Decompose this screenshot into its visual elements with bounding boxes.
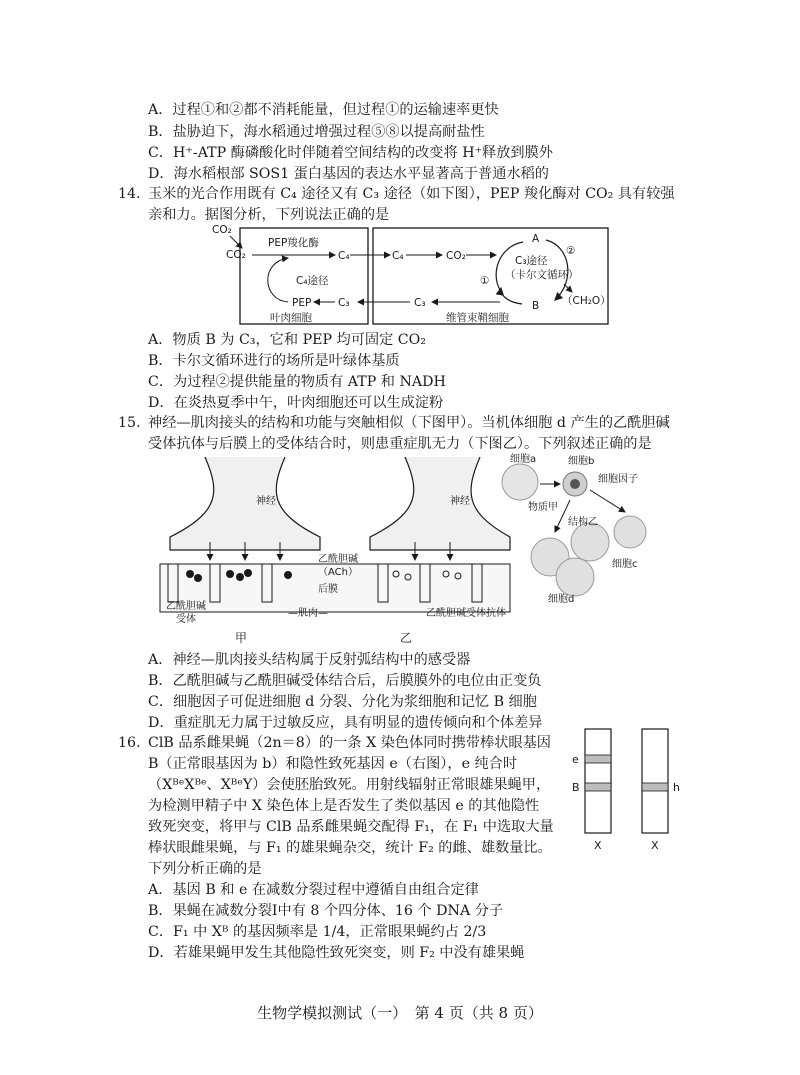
q14-stem-line2: 亲和力。据图分析，下列说法正确的是 [148,207,390,223]
q14-option-c: C．为过程②提供能量的物质有 ATP 和 NADH [148,374,446,390]
q15-option-d: D．重症肌无力属于过敏反应，具有明显的遗传倾向和个体差异 [148,715,543,731]
q16-stem-line6: 棒状眼雌果蝇，与 F₁ 的雄果蝇杂交，统计 F₂ 的雌、雄数量比。 [148,840,552,856]
q15-number: 15. [118,415,141,431]
q15-synapse-diagram [150,452,710,647]
substance-jia-label: 物质甲 [528,502,558,513]
co2-mid-label: CO₂ [446,250,466,262]
q16-stem-line5: 致死突变，将甲与 ClB 品系雌果蝇交配得 F₁，在 F₁ 中选取大量 [148,819,554,835]
c4-mid-label: C₄ [392,250,404,262]
gene-h-label: h [673,781,680,794]
q14-option-a: A．物质 B 为 C₃，它和 PEP 均可固定 CO₂ [148,332,426,348]
q15-stem-line1: 神经—肌肉接头的结构和功能与突触相似（下图甲）。当机体细胞 d 产生的乙酰胆碱 [148,415,670,431]
x-label-2: X [651,839,659,852]
antibody-label: 乙酰胆碱受体抗体 [426,608,506,619]
nerve-1-label: 神经 [256,496,276,507]
c4-left-label: C₄ [338,250,350,262]
yi-label: 乙 [400,631,413,645]
cell-d-label: 细胞d [548,594,575,605]
circle-1-label: ① [480,275,490,287]
ch2o-label: （CH₂O） [562,295,611,307]
q16-stem-line3: （XᴮᵉXᴮᵉ、XᴮᵉY）会使胚胎致死。用射线辐射正常眼雄果蝇甲， [148,777,551,793]
q13-option-a: A．过程①和②都不消耗能量，但过程①的运输速率更快 [148,102,499,118]
q16-number: 16. [118,735,141,751]
receptor-label-2: 受体 [176,614,196,625]
page-footer: 生物学模拟测试（一） 第 4 页（共 8 页） [257,1004,543,1022]
mesophyll-label: 叶肉细胞 [270,312,312,324]
bundle-sheath-label: 维管束鞘细胞 [446,312,509,324]
c3-mid-label: C₃ [414,297,426,309]
co2-in-label: CO₂ [212,224,232,236]
q16-stem-line2: B（正常眼基因为 b）和隐性致死基因 e（右图），e 纯合时 [148,756,518,772]
q15-stem-line2: 受体抗体与后膜上的受体结合时，则患重症肌无力（下图乙）。下列叙述正确的是 [148,436,652,452]
q16-stem-line1: ClB 品系雌果蝇（2n＝8）的一条 X 染色体同时携带棒状眼基因 [148,735,551,751]
q13-option-b: B．盐胁迫下，海水稻通过增强过程⑤⑧以提高耐盐性 [148,124,485,140]
nerve-2-label: 神经 [450,496,470,507]
q14-c4-diagram [210,222,620,330]
q16-chromosome-figure [570,725,690,855]
q16-option-d: D．若雄果蝇甲发生其他隐性致死突变，则 F₂ 中没有雄果蝇 [148,945,525,961]
q14-option-d: D．在炎热夏季中午，叶肉细胞还可以生成淀粉 [148,395,444,411]
ach-abbr-label: （ACh） [318,567,358,578]
q13-option-c: C．H⁺-ATP 酶磷酸化时伴随着空间结构的改变将 H⁺释放到膜外 [148,145,553,161]
q14-number: 14. [118,186,141,202]
cell-c-label: 细胞c [612,559,638,570]
q14-stem-line1: 玉米的光合作用既有 C₄ 途径又有 C₃ 途径（如下图），PEP 羧化酶对 CO₂ 具有较强 [148,186,675,202]
cell-a-label: 细胞a [510,454,537,465]
x-label-1: X [594,839,602,852]
circle-2-label: ② [566,245,576,257]
ach-label: 乙酰胆碱 [318,554,358,565]
q13-option-d: D．海水稻根部 SOS1 蛋白基因的表达水平显著高于普通水稻的 [148,166,549,182]
c3-pathway-label: C₃途径 [515,255,548,267]
gene-e-label: e [572,753,579,766]
q16-option-c: C．F₁ 中 Xᴮ 的基因频率是 1/4，正常眼果蝇约占 2/3 [148,924,487,940]
q16-option-b: B．果蝇在减数分裂Ⅰ中有 8 个四分体、16 个 DNA 分子 [148,903,504,919]
q15-option-c: C．细胞因子可促进细胞 d 分裂、分化为浆细胞和记忆 B 细胞 [148,694,537,710]
pep-enzyme-label: PEP羧化酶 [268,237,319,249]
q15-option-a: A．神经—肌肉接头结构属于反射弧结构中的感受器 [148,652,471,668]
pep-label: PEP [292,297,312,309]
c4-pathway-label: C₄途径 [296,275,329,287]
q16-stem-line7: 下列分析正确的是 [148,861,262,877]
b-label: B [532,300,540,312]
co2-left-label: CO₂ [226,249,246,261]
c3-left-label: C₃ [338,297,350,309]
muscle-label: —肌肉— [288,608,328,619]
q14-option-b: B．卡尔文循环进行的场所是叶绿体基质 [148,353,400,369]
q15-option-b: B．乙酰胆碱与乙酰胆碱受体结合后，后膜膜外的电位由正变负 [148,673,542,689]
q16-stem-line4: 为检测甲精子中 X 染色体上是否发生了类似基因 e 的其他隐性 [148,798,540,814]
gene-B-label: B [572,781,580,794]
calvin-label: （卡尔文循环） [505,269,579,281]
jia-label: 甲 [235,631,248,645]
cytokine-label: 细胞因子 [598,474,638,485]
receptor-label-1: 乙酰胆碱 [166,601,206,612]
q16-option-a: A．基因 B 和 e 在减数分裂过程中遵循自由组合定律 [148,882,479,898]
post-membrane-label: 后膜 [318,584,338,595]
a-label: A [532,233,540,245]
cell-b-label: 细胞b [568,456,595,467]
structure-yi-label: 结构乙 [568,517,598,528]
